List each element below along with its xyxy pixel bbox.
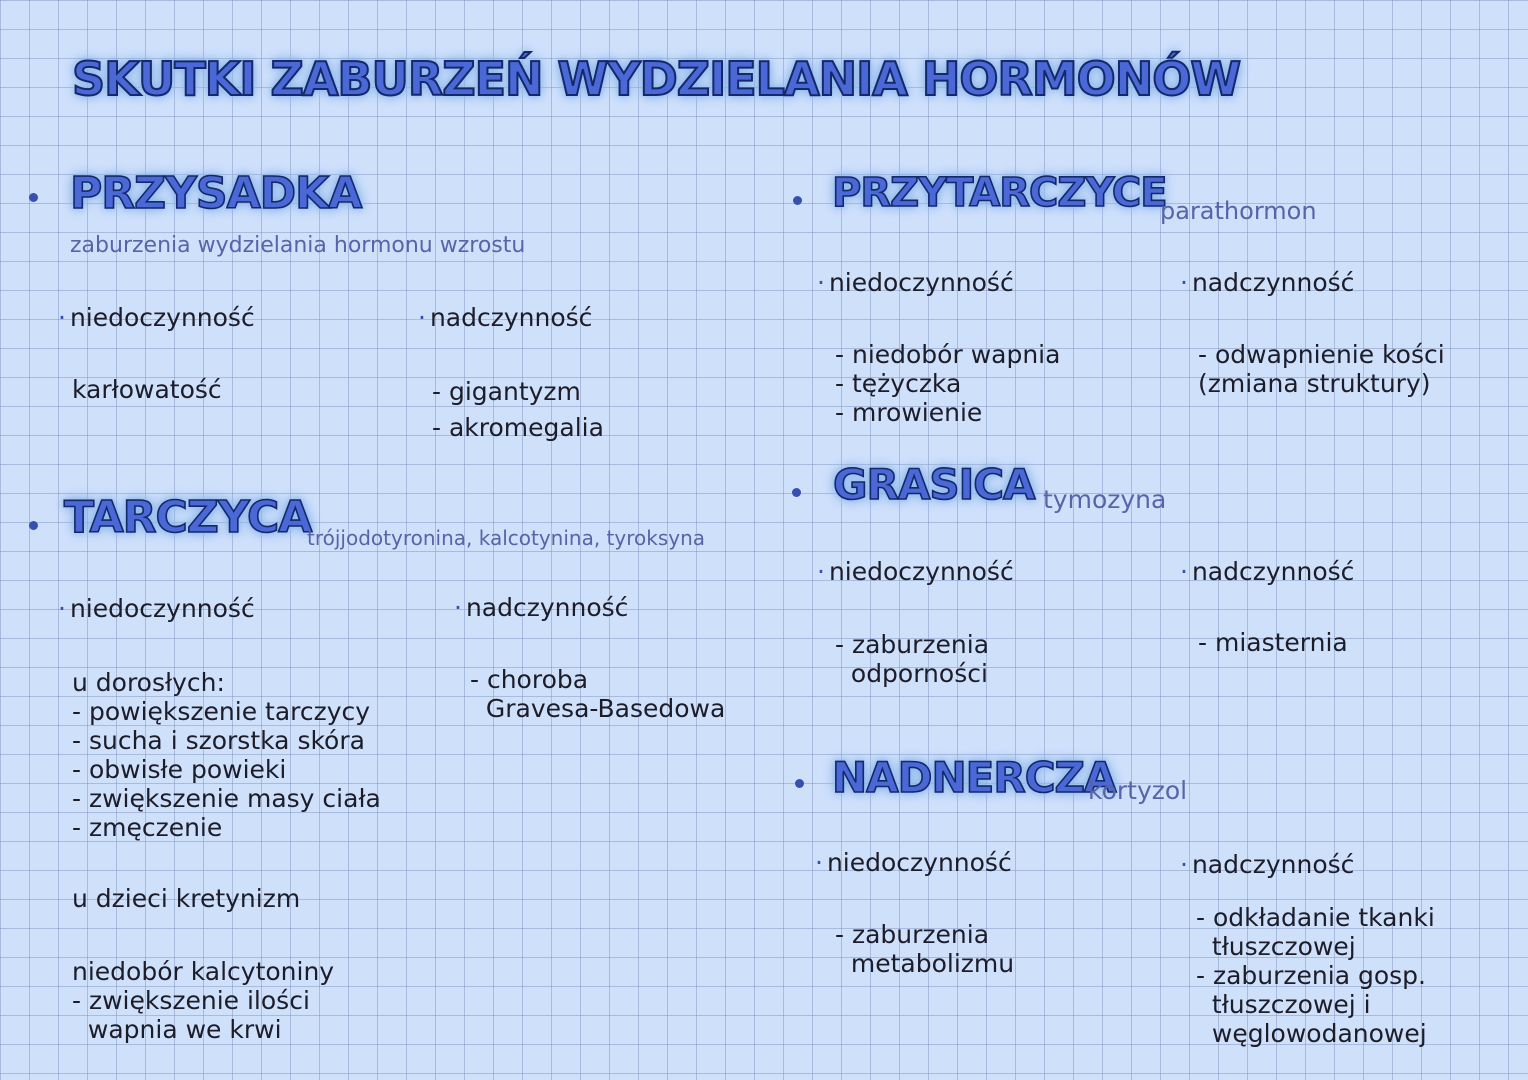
grasica-hypo-item: odporności bbox=[835, 659, 988, 688]
grasica-hypo-item: - zaburzenia bbox=[835, 630, 990, 659]
przysadka-hyper-item: - gigantyzm bbox=[432, 377, 581, 406]
tarczyca-hypo-item: - zwiększenie masy ciała bbox=[72, 784, 381, 813]
tarczyca-hypo-item: - zmęczenie bbox=[72, 813, 223, 842]
nadnercza-hypo-label: · niedoczynność bbox=[815, 848, 1012, 877]
tarczyca-hypo-calcitonin-item: wapnia we krwi bbox=[72, 1015, 282, 1044]
tarczyca-hyper-label: · nadczynność bbox=[454, 593, 629, 622]
przysadka-hypo-label: · niedoczynność bbox=[58, 303, 255, 332]
tarczyca-hypo-item: - obwisłe powieki bbox=[72, 755, 287, 784]
section-bullet bbox=[29, 193, 38, 202]
grasica-hypo-label: · niedoczynność bbox=[817, 557, 1014, 586]
tarczyca-hormones: trójjodotyronina, kalcotynina, tyroksyna bbox=[307, 526, 706, 550]
page-title: SKUTKI ZABURZEŃ WYDZIELANIA HORMONÓW bbox=[72, 52, 1241, 106]
section-bullet bbox=[792, 488, 801, 497]
nadnercza-hypo-item: - zaburzenia bbox=[835, 920, 990, 949]
tarczyca-hypo-children: u dzieci kretynizm bbox=[72, 884, 301, 913]
nadnercza-hyper-label: · nadczynność bbox=[1180, 850, 1355, 879]
nadnercza-hyper-item: - zaburzenia gosp. bbox=[1196, 961, 1426, 990]
section-bullet bbox=[795, 779, 804, 788]
tarczyca-hyper-item: - choroba bbox=[470, 665, 589, 694]
tarczyca-hyper-item: Gravesa-Basedowa bbox=[470, 694, 726, 723]
nadnercza-hormone: kortyzol bbox=[1088, 776, 1188, 805]
section-title-przysadka: PRZYSADKA bbox=[70, 168, 362, 219]
tarczyca-hypo-calcitonin-item: - zwiększenie ilości bbox=[72, 986, 310, 1015]
przytarczyce-hypo-item: - mrowienie bbox=[835, 398, 983, 427]
przytarczyce-hypo-item: - niedobór wapnia bbox=[835, 340, 1061, 369]
grasica-hyper-item: - miasternia bbox=[1198, 628, 1348, 657]
przysadka-hyper-label: · nadczynność bbox=[418, 303, 593, 332]
nadnercza-hyper-item: węglowodanowej bbox=[1196, 1019, 1427, 1048]
section-title-tarczyca: TARCZYCA bbox=[64, 492, 312, 543]
przysadka-hypo-item: karłowatość bbox=[72, 375, 222, 404]
tarczyca-hypo-label: · niedoczynność bbox=[58, 594, 255, 623]
section-title-nadnercza: NADNERCZA bbox=[832, 753, 1116, 802]
grasica-hormone: tymozyna bbox=[1043, 485, 1167, 514]
przytarczyce-hypo-label: · niedoczynność bbox=[817, 268, 1014, 297]
nadnercza-hyper-item: tłuszczowej i bbox=[1196, 990, 1371, 1019]
przytarczyce-hyper-item: (zmiana struktury) bbox=[1198, 369, 1431, 398]
tarczyca-hypo-calcitonin: niedobór kalcytoniny bbox=[72, 957, 335, 986]
przytarczyce-hormone: parathormon bbox=[1160, 197, 1317, 225]
przysadka-subtitle: zaburzenia wydzielania hormonu wzrostu bbox=[70, 233, 526, 258]
section-title-przytarczyce: PRZYTARCZYCE bbox=[832, 170, 1167, 216]
tarczyca-hypo-intro: u dorosłych: bbox=[72, 668, 225, 697]
section-bullet bbox=[793, 196, 802, 205]
przytarczyce-hyper-item: - odwapnienie kości bbox=[1198, 340, 1445, 369]
nadnercza-hyper-item: tłuszczowej bbox=[1196, 932, 1356, 961]
nadnercza-hypo-item: metabolizmu bbox=[835, 949, 1015, 978]
przysadka-hyper-item: - akromegalia bbox=[432, 413, 604, 442]
nadnercza-hyper-item: - odkładanie tkanki bbox=[1196, 903, 1435, 932]
grasica-hyper-label: · nadczynność bbox=[1180, 557, 1355, 586]
section-bullet bbox=[29, 521, 38, 530]
tarczyca-hypo-item: - powiększenie tarczycy bbox=[72, 697, 371, 726]
przytarczyce-hyper-label: · nadczynność bbox=[1180, 268, 1355, 297]
przytarczyce-hypo-item: - tężyczka bbox=[835, 369, 962, 398]
tarczyca-hypo-item: - sucha i szorstka skóra bbox=[72, 726, 365, 755]
section-title-grasica: GRASICA bbox=[833, 460, 1035, 509]
